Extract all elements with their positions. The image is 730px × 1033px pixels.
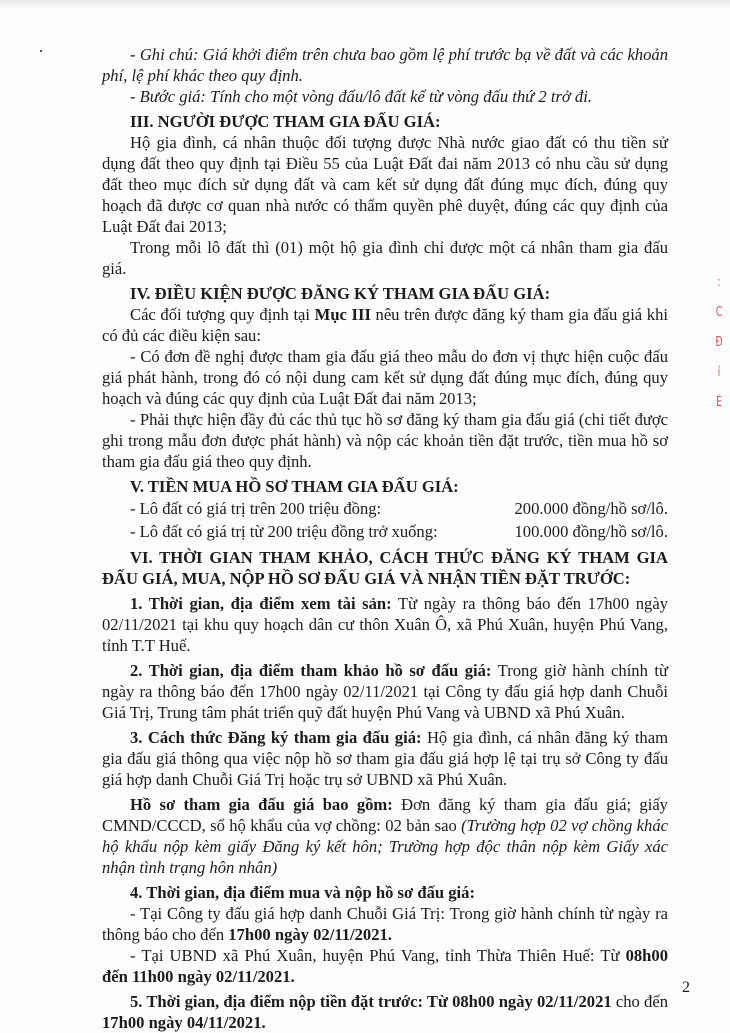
- item-4-p2-time: 08h00 đến 11h00 ngày 02/11/2021.: [102, 946, 668, 986]
- scan-top-band: [0, 0, 730, 10]
- item-3-text: Hộ gia đình, cá nhân đăng ký tham gia đấu giá thông qua việc nộp hồ sơ tham gia đấu giá hợp lệ tại trụ sở Công ty đấu giá hợp danh Chuỗi Giá Trị hoặc trụ sở UBND xã Phú Xuân.: [102, 728, 669, 789]
- section-5-heading: V. TIỀN MUA HỒ SƠ THAM GIA ĐẤU GIÁ:: [130, 477, 459, 496]
- fee-row-label: - Lô đất có giá trị trên 200 triệu đồng:: [130, 499, 382, 518]
- section-4-p1-c: nêu trên được đăng ký tham gia đấu giá khi có đủ các điều kiện sau:: [102, 305, 668, 345]
- dossier-title: Hồ sơ tham gia đấu giá bao gồm:: [130, 795, 393, 814]
- item-2-title: 2. Thời gian, địa điểm tham khảo hồ sơ đấu giá:: [130, 661, 492, 680]
- item-5-title: 5. Thời gian, địa điểm nộp tiền đặt trước: Từ 08h00 ngày 02/11/2021: [130, 992, 612, 1011]
- fee-row-value: 100.000 đồng/hồ sơ/lô.: [514, 522, 668, 541]
- item-3-title: 3. Cách thức Đăng ký tham gia đấu giá:: [130, 728, 422, 747]
- section-3-heading: III. NGƯỜI ĐƯỢC THAM GIA ĐẤU GIÁ:: [130, 112, 441, 131]
- dossier-text: Đơn đăng ký tham gia đấu giá; giấy CMND/CCCD, sổ hộ khẩu của vợ chồng: 02 bản sao: [102, 795, 668, 835]
- section-6-heading: VI. THỜI GIAN THAM KHẢO, CÁCH THỨC ĐĂNG KÝ THAM GIA ĐẤU GIÁ, MUA, NỘP HỒ SƠ ĐẤU GIÁ VÀ NHẬN TIỀN ĐẶT TRƯỚC:: [102, 548, 668, 588]
- section-6-dossier: [102, 794, 668, 878]
- fee-row-label: - Lô đất có giá trị từ 200 triệu đồng trở xuống:: [130, 522, 438, 541]
- section-4-paragraph-3: - Phải thực hiện đầy đủ các thủ tục hồ sơ đăng ký tham gia đấu giá (chi tiết được ghi trong mẫu đơn được phát hành) và nộp các khoản tiền đặt trước, tiền mua hồ sơ tham gia đấu giá theo quy định.: [102, 410, 668, 471]
- section-4-p1-ref: Mục III: [314, 305, 371, 324]
- item-4-p2-text: - Tại UBND xã Phú Xuân, huyện Phú Vang, tỉnh Thừa Thiên Huế: Từ: [130, 946, 626, 965]
- section-6-item-4-point-2: [102, 945, 668, 987]
- note-bid-step: - Bước giá: Tính cho một vòng đấu/lô đất kể từ vòng đấu thứ 2 trở đi.: [130, 87, 592, 106]
- dossier-note: (Trường hợp 02 vợ chồng khác hộ khẩu nộp kèm giấy Đăng ký kết hôn; Trường hợp độc thân nộp kèm Giấy xác nhận tình trạng hôn nhân): [102, 816, 668, 877]
- stamp-edge-fragment: : C Đ í É: [715, 275, 723, 410]
- section-6-item-3: [102, 727, 668, 790]
- section-3-paragraph-2: Trong mỗi lô đất thì (01) một hộ gia đình chỉ được một cá nhân tham gia đấu giá.: [102, 238, 668, 278]
- section-6-item-4-title: 4. Thời gian, địa điểm mua và nộp hồ sơ đấu giá:: [130, 883, 475, 902]
- section-3-paragraph-1: Hộ gia đình, cá nhân thuộc đối tượng được Nhà nước giao đất có thu tiền sử dụng đất theo quy định tại Điều 55 của Luật Đất đai năm 2013 có nhu cầu sử dụng đất theo mục đích sử dụng đất và cam kết sử dụng đất đúng mục đích, đúng quy hoạch đã được cơ quan nhà nước có thẩm quyền phê duyệt, đúng các quy định của Luật Đất đai 2013;: [102, 133, 668, 236]
- item-2-text: Trong giờ hành chính từ ngày ra thông báo đến 17h00 ngày 02/11/2021 tại Công ty đấu giá hợp danh Chuỗi Giá Trị, Trung tâm phát triển quỹ đất huyện Phú Vang và UBND xã Phú Xuân.: [102, 661, 668, 722]
- section-4-paragraph-1: [102, 304, 668, 346]
- section-4-heading: IV. ĐIỀU KIỆN ĐƯỢC ĐĂNG KÝ THAM GIA ĐẤU GIÁ:: [130, 284, 551, 303]
- item-1-title: 1. Thời gian, địa điểm xem tài sản:: [130, 594, 392, 613]
- item-4-p1-time: 17h00 ngày 02/11/2021.: [228, 925, 392, 944]
- section-6-item-4-point-1: [102, 903, 668, 945]
- fee-row-over-200m: [102, 497, 668, 520]
- item-5-text: cho đến: [611, 992, 669, 1011]
- item-5-time: 17h00 ngày 04/11/2021.: [102, 1013, 266, 1032]
- fee-row-under-200m: [102, 520, 668, 543]
- note-starting-price: - Ghi chú: Giá khởi điểm trên chưa bao gồm lệ phí trước bạ về đất và các khoản phí, lệ phí khác theo quy định.: [102, 45, 668, 85]
- scan-speck: [40, 50, 42, 52]
- section-6-item-1: [102, 593, 668, 656]
- section-6-item-5: [102, 991, 668, 1033]
- section-4-paragraph-2: - Có đơn đề nghị được tham gia đấu giá theo mẫu do đơn vị thực hiện cuộc đấu giá phát hành, trong đó có nội dung cam kết sử dụng đất đúng mục đích, đúng quy hoạch và đúng các quy định của Luật Đất đai năm 2013;: [102, 347, 668, 408]
- page-number: 2: [682, 979, 690, 996]
- section-4-p1-a: Các đối tượng quy định tại: [130, 305, 315, 324]
- item-4-p1-text: - Tại Công ty đấu giá hợp danh Chuỗi Giá Trị: Trong giờ hành chính từ ngày ra thông báo cho đến: [102, 904, 668, 944]
- item-1-text: Từ ngày ra thông báo đến 17h00 ngày 02/11/2021 tại khu quy hoạch dân cư thôn Xuân Ô, xã Phú Xuân, huyện Phú Vang, tỉnh T.T Huế.: [102, 594, 668, 655]
- fee-row-value: 200.000 đồng/hồ sơ/lô.: [514, 499, 668, 518]
- section-6-item-2: [102, 660, 668, 723]
